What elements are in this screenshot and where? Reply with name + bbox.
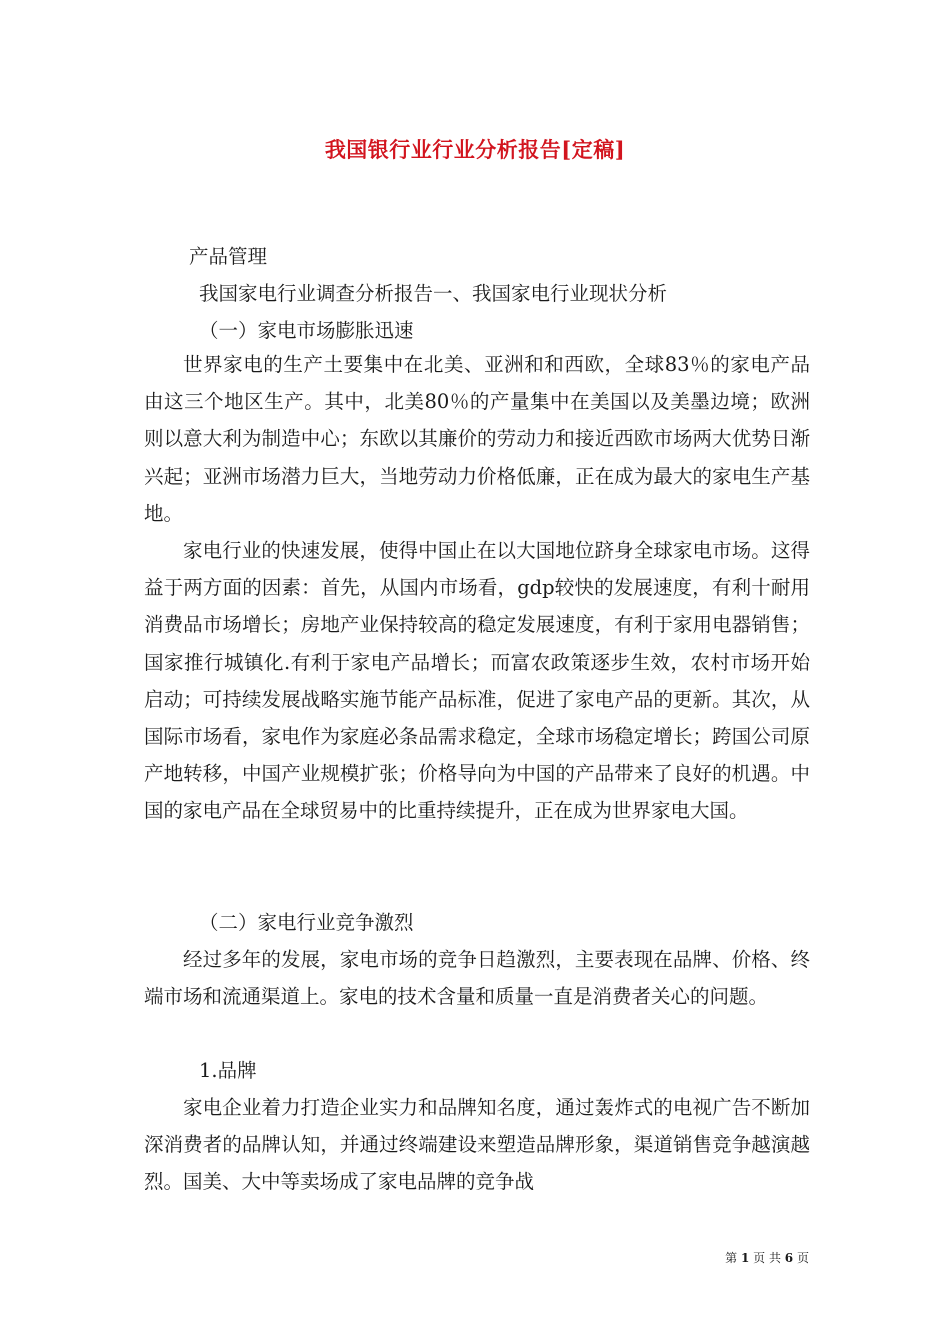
footer-suffix: 页	[796, 1251, 809, 1265]
section-heading-2: （二）家电行业竞争激烈	[199, 911, 414, 934]
footer-middle: 页 共	[753, 1251, 781, 1265]
paragraph-4: 家电企业着力打造企业实力和品牌知名度，通过轰炸式的电视广告不断加深消费者的品牌认知，并通过终端建设来塑造品牌形象，渠道销售竞争越演越烈。国美、大中等卖场成了家电品牌的竞争战	[144, 1096, 810, 1194]
subheading-brand: 1.品牌	[199, 1059, 257, 1082]
page-title: 我国银行业行业分析报告[定稿]	[324, 137, 626, 162]
section-heading-1: （一）家电市场膨胀迅速	[199, 319, 414, 342]
footer-total-pages: 6	[784, 1251, 794, 1265]
paragraph-1: 世界家电的生产土要集中在北美、亚洲和和西欧，全球83％的家电产品由这三个地区生产。其中，北美80％的产量集中在美国以及美墨边境；欧洲则以意大利为制造中心；东欧以其廉价的劳动力和接近西欧市场两大优势日渐兴起；亚洲市场潜力巨大，当地劳动力价格低廉，正在成为最大的家电生产基地。	[144, 353, 810, 525]
page-footer	[725, 1249, 809, 1266]
heading-product-management: 产品管理	[189, 245, 268, 268]
heading-report: 我国家电行业调查分析报告一、我国家电行业现状分析	[199, 282, 668, 305]
footer-prefix: 第	[725, 1251, 738, 1265]
footer-current-page: 1	[740, 1251, 750, 1265]
paragraph-2: 家电行业的快速发展，使得中国止在以大国地位跻身全球家电市场。这得益于两方面的因素：首先，从国内市场看，gdp较快的发展速度，有利十耐用消费品市场增长；房地产业保持较高的稳定发展速度，有利于家用电器销售；国家推行城镇化.有利于家电产品增长；而富农政策逐步生效，农村市场开始启动；可持续发展战略实施节能产品标准，促进了家电产品的更新。其次，从国际市场看，家电作为家庭必条品需求稳定，全球市场稳定增长；跨国公司原产地转移，中国产业规模扩张；价格导向为中国的产品带来了良好的机遇。中国的家电产品在全球贸易中的比重持续提升，正在成为世界家电大国。	[144, 539, 810, 823]
paragraph-3: 经过多年的发展，家电市场的竞争日趋激烈，主要表现在品牌、价格、终端市场和流通渠道上。家电的技术含量和质量一直是消费者关心的问题。	[144, 948, 810, 1009]
